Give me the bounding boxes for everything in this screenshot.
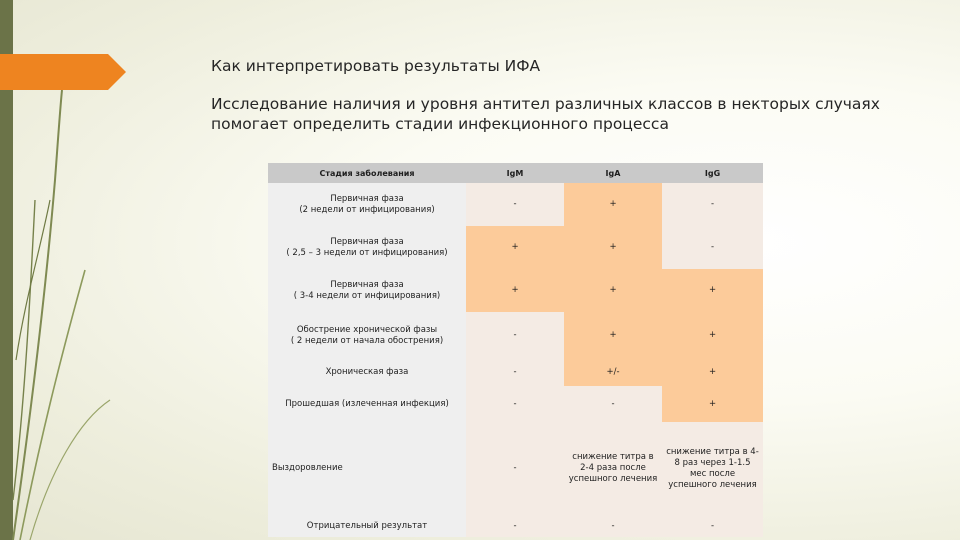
iga-cell: - (564, 515, 662, 537)
table-header-row (268, 163, 763, 183)
slide-title: Как интерпретировать результаты ИФА (211, 57, 541, 75)
table-row (268, 359, 763, 386)
header-stage: Стадия заболевания (268, 163, 466, 183)
table-row (268, 422, 763, 515)
orange-arrow-accent (0, 54, 126, 90)
arrow-shape (0, 54, 126, 90)
table-row (268, 386, 763, 422)
iga-cell: - (564, 386, 662, 422)
igm-cell: - (466, 312, 564, 359)
iga-cell: + (564, 312, 662, 359)
igm-cell: - (466, 386, 564, 422)
igm-cell: - (466, 422, 564, 515)
stage-cell: Прошедшая (излеченная инфекция) (268, 386, 466, 422)
stage-cell: Первичная фаза ( 2,5 – 3 недели от инфицирования) (268, 226, 466, 269)
igg-cell: + (662, 269, 763, 312)
stage-cell: Первичная фаза ( 3-4 недели от инфицирования) (268, 269, 466, 312)
table-row (268, 183, 763, 226)
stage-cell: Обострение хронической фазы ( 2 недели от начала обострения) (268, 312, 466, 359)
iga-cell: + (564, 226, 662, 269)
header-igm: IgM (466, 163, 564, 183)
igm-cell: + (466, 269, 564, 312)
table-row (268, 269, 763, 312)
igg-cell: - (662, 226, 763, 269)
iga-cell: + (564, 183, 662, 226)
igg-cell: + (662, 312, 763, 359)
stage-cell: Отрицательный результат (268, 515, 466, 537)
igm-cell: - (466, 359, 564, 386)
igm-cell: - (466, 183, 564, 226)
iga-cell: + (564, 269, 662, 312)
igg-cell: + (662, 386, 763, 422)
stage-cell: Хроническая фаза (268, 359, 466, 386)
table-row (268, 226, 763, 269)
antibody-stage-table (268, 163, 763, 537)
igm-cell: - (466, 515, 564, 537)
table-row (268, 515, 763, 537)
iga-cell: +/- (564, 359, 662, 386)
slide-paragraph: Исследование наличия и уровня антител различных классов в некторых случаях помогает определить стадии инфекционного процесса (211, 95, 880, 133)
igg-cell: - (662, 183, 763, 226)
header-iga: IgA (564, 163, 662, 183)
stage-cell: Первичная фаза (2 недели от инфицирования) (268, 183, 466, 226)
table-row (268, 312, 763, 359)
igg-cell: - (662, 515, 763, 537)
igg-cell: снижение титра в 4-8 раз через 1-1.5 мес после успешного лечения (662, 422, 763, 515)
igg-cell: + (662, 359, 763, 386)
iga-cell: снижение титра в 2-4 раза после успешного лечения (564, 422, 662, 515)
stage-cell: Выздоровление (268, 422, 466, 515)
igm-cell: + (466, 226, 564, 269)
header-igg: IgG (662, 163, 763, 183)
